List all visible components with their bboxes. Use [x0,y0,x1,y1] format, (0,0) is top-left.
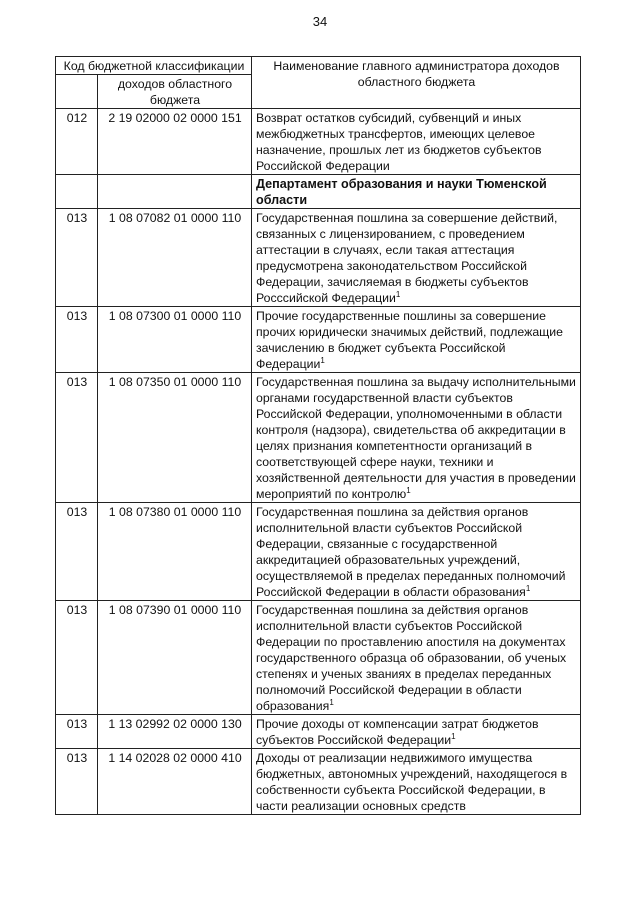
table-body [56,109,581,815]
description-cell [252,749,581,815]
admin-code-cell: 012 [56,109,98,175]
admin-code-cell: 013 [56,749,98,815]
department-heading-row [56,175,581,209]
footnote-marker: 1 [451,731,456,741]
table-row [56,307,581,373]
description-text: Доходы от реализации недвижимого имущества бюджетных, автономных учреждений, находящегося в собственности субъекта Российской Федерации, в части реализации основных средств [256,751,568,813]
page-number: 34 [312,14,328,29]
description-text: Государственная пошлина за действия органов исполнительной власти субъектов Российской Федерации, связанные с государственной аккредитацией образовательных учреждений, осуществляемой в пределах переданных полномочий Российской Федерации в области образования [256,505,566,599]
table-row [56,373,581,503]
description-cell [252,373,581,503]
table-row [56,715,581,749]
admin-code-cell: 013 [56,503,98,601]
description-cell [252,109,581,175]
table-row [56,209,581,307]
admin-code-cell: 013 [56,715,98,749]
footnote-marker: 1 [395,289,401,299]
income-code-cell [98,175,252,209]
department-heading: Департамент образования и науки Тюменской области [252,175,581,209]
description-cell [252,601,581,715]
admin-code-cell: 013 [56,307,98,373]
footnote-marker: 1 [525,583,531,593]
table-row [56,601,581,715]
table-row [56,749,581,815]
footnote-marker: 1 [329,697,334,707]
footnote-marker: 1 [406,485,411,495]
header-income-code: доходов областного бюджета [98,75,252,109]
description-text: Государственная пошлина за действия органов исполнительной власти субъектов Российской Федерации по проставлению апостиля на документах государственного образца об образовании, об ученых степенях и ученых званиях в пределах переданных полномочий Российской Федерации в области образования [256,603,567,713]
income-code-cell: 1 08 07300 01 0000 110 [98,307,252,373]
header-budget-classification-code: Код бюджетной классификации [56,57,252,75]
table-row [56,109,581,175]
description-text: Прочие государственные пошлины за совершение прочих юридически значимых действий, подлежащие зачислению в бюджет субъекта Российской Федерации [256,309,564,371]
admin-code-cell [56,175,98,209]
footnote-marker: 1 [320,355,325,365]
header-admin-code [56,75,98,109]
description-cell [252,715,581,749]
income-code-cell: 1 14 02028 02 0000 410 [98,749,252,815]
description-text: Прочие доходы от компенсации затрат бюджетов субъектов Российской Федерации [256,717,539,747]
description-cell [252,503,581,601]
table-row [56,503,581,601]
income-code-cell: 1 13 02992 02 0000 130 [98,715,252,749]
budget-classification-table [55,56,581,815]
income-code-cell: 1 08 07082 01 0000 110 [98,209,252,307]
description-text: Государственная пошлина за совершение действий, связанных с лицензированием, с проведением аттестации в случаях, если такая аттестация предусмотрена законодательством Российской Федерации, зачисляемая в бюджеты субъектов Россcийской Федерации [256,211,558,305]
header-administrator-name: Наименование главного администратора доходов областного бюджета [252,57,581,109]
description-text: Возврат остатков субсидий, субвенций и иных межбюджетных трансфертов, имеющих целевое назначение, прошлых лет из бюджетов субъектов Российской Федерации [256,111,542,173]
admin-code-cell: 013 [56,373,98,503]
income-code-cell: 1 08 07380 01 0000 110 [98,503,252,601]
income-code-cell: 1 08 07390 01 0000 110 [98,601,252,715]
admin-code-cell: 013 [56,209,98,307]
description-cell [252,307,581,373]
description-text: Государственная пошлина за выдачу исполнительными органами государственной власти субъектов Российской Федерации, уполномоченными в области контроля (надзора), свидетельства об аккредитации в целях признания компетентности организаций в соответствующей сфере науки, техники и хозяйственной деятельности для участия в проведении мероприятий по контролю [256,375,576,501]
description-cell [252,209,581,307]
income-code-cell: 1 08 07350 01 0000 110 [98,373,252,503]
income-code-cell: 2 19 02000 02 0000 151 [98,109,252,175]
header-row-top [56,57,581,75]
admin-code-cell: 013 [56,601,98,715]
